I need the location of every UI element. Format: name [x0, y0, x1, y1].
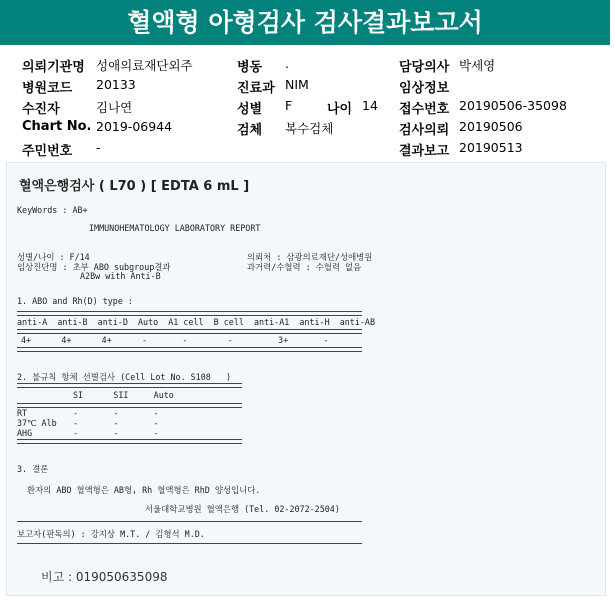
age-value: 14 — [362, 98, 378, 113]
screen-row-name: 37℃ Alb — [17, 418, 57, 428]
hospital-code-value: 20133 — [96, 77, 136, 92]
screen-table-headers: SI SII Auto — [73, 390, 174, 400]
lab-report-image — [6, 162, 606, 596]
hospital-value: 성애의료재단외주 — [96, 58, 193, 73]
section-antibody-title: 2. 불규칙 항체 선별검사 (Cell Lot No. S108 ) — [17, 372, 231, 382]
hospital-code-label: 병원코드 — [22, 81, 73, 96]
chart-no-label: Chart No. — [22, 119, 92, 134]
doctor-label: 담당의사 — [399, 60, 450, 75]
specimen-label: 검체 — [237, 123, 263, 138]
divider-double — [17, 383, 242, 388]
sex-label: 성별 — [237, 102, 263, 117]
sex-age: 성별/나이 : F/14 — [17, 252, 90, 262]
chart-no-value: 2019-06944 — [96, 119, 173, 134]
lab-report-title: 혈액은행검사 ( L70 ) [ EDTA 6 mL ] — [19, 179, 250, 194]
transfusion-history: 과거력/수혈력 : 수혈력 없음 — [247, 262, 362, 272]
department-label: 진료과 — [237, 81, 275, 96]
collector-value: 김나연 — [96, 100, 133, 115]
keywords: KeyWords : AB+ — [17, 205, 88, 215]
divider-double — [17, 329, 362, 334]
divider-double — [17, 347, 362, 352]
age-label: 나이 — [327, 102, 353, 117]
reporter-text: 보고자(판독의) : 강지상 M.T. / 김형석 M.D. — [17, 529, 205, 539]
report-title: 혈액형 아형검사 검사결과보고서 — [0, 0, 610, 45]
institution-text: 서울대학교병원 혈액은행 (Tel. 02-2072-2504) — [145, 504, 340, 514]
department-value: NIM — [285, 77, 309, 92]
sex-value: F — [285, 98, 293, 113]
note-text: 비고 : 019050635098 — [41, 570, 168, 584]
divider-line — [17, 521, 362, 522]
abo-table-values: 4+ 4+ 4+ - - - 3+ - — [21, 335, 329, 345]
section-conclusion-title: 3. 결론 — [17, 464, 49, 474]
doctor-value: 박세영 — [459, 58, 496, 73]
screen-row-values: - - - — [73, 428, 159, 438]
patient-info — [0, 45, 610, 159]
clinical-diagnosis-detail: A2Bw with Anti-B — [80, 271, 161, 281]
screen-row-values: - - - — [73, 418, 159, 428]
resident-no-label: 주민번호 — [22, 144, 73, 159]
specimen-value: 복수검체 — [285, 121, 334, 136]
requester: 의뢰처 : 삼광의료재단/성애병원 — [247, 252, 373, 262]
receipt-no-value: 20190506-35098 — [459, 98, 567, 113]
screen-row-name: RT — [17, 408, 28, 418]
ward-label: 병동 — [237, 60, 263, 75]
divider-double — [17, 311, 362, 316]
request-date-value: 20190506 — [459, 119, 523, 134]
abo-table-headers: anti-A anti-B anti-D Auto A1 cell B cell anti-A1 anti-H anti-AB — [17, 317, 375, 327]
request-date-label: 검사의뢰 — [399, 123, 450, 138]
report-date-label: 결과보고 — [399, 144, 450, 159]
ward-value: . — [285, 56, 289, 71]
clinical-diagnosis: 임상진단명 : 초부 ABO subgroup결과 — [17, 262, 171, 272]
report-heading: IMMUNOHEMATOLOGY LABORATORY REPORT — [89, 223, 261, 233]
conclusion-text: 환자의 ABO 혈액형은 AB형, Rh 혈액형은 RhD 양성입니다. — [27, 485, 261, 495]
divider-double — [17, 439, 242, 444]
clinical-info-label: 임상정보 — [399, 81, 450, 96]
screen-row-values: - - - — [73, 408, 159, 418]
receipt-no-label: 접수번호 — [399, 102, 450, 117]
hospital-label: 의뢰기관명 — [22, 60, 85, 75]
report-date-value: 20190513 — [459, 140, 523, 155]
section-abo-title: 1. ABO and Rh(D) type : — [17, 296, 133, 306]
divider-line — [17, 543, 362, 544]
screen-row-name: AHG — [17, 428, 33, 438]
resident-no-value: - — [96, 140, 101, 155]
collector-label: 수진자 — [22, 102, 60, 117]
